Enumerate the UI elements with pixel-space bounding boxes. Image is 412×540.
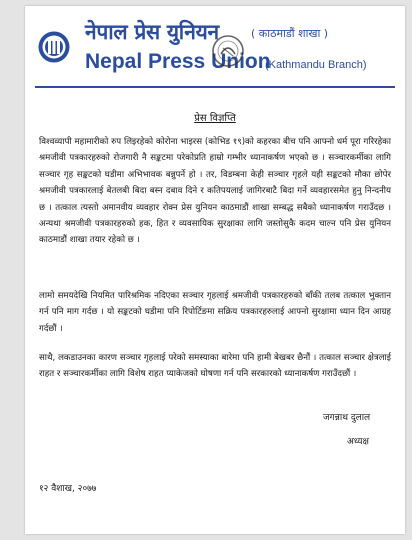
signatory-title: अध्यक्ष: [347, 437, 369, 447]
letterhead: [25, 6, 405, 86]
branch-name-nepali: ( काठमाडौं शाखा ): [251, 27, 329, 40]
body-paragraph-1: विश्वव्यापी महामारीको रुप लिइरहेको कोरोना भाइरस (कोभिड १९)को कहरका बीच पनि आफ्नो धर्म पूरा गरिरहेका श्रमजीवी पत्रकारहरुको रोजगारी नै सङ्कटमा परेकोप्रति हाम्रो गम्भीर ध्यानाकर्षण भएको छ । सञ्चारकर्मीका लागि सञ्चार गृह सङ्कटको घडीमा अभिभावक बन्नुपर्ने हो । तर, विडम्बना केही सञ्चार गृहले यही सङ्कटको मौका छोपेर श्रमजीवी पत्रकारलाई बेतलबी बिदा बस्न दबाव दिने र कतिपयलाई जागिरबाटै बिदा गर्ने व्यवहारसमेत हुनु निन्दनीय छ । तत्काल त्यस्तो अमानवीय व्यवहार रोक्न प्रेस युनियन काठमाडौं शाखा सम्बद्ध सबैको ध्यानाकर्षण गराउँदछ । अन्यथा श्रमजीवी पत्रकारहरुको हक, हित र व्यवसायिक सुरक्षाका लागि जस्तोसुकै कदम चाल्न पनि प्रेस युनियन काठमाडौं शाखा तयार रहेको छ ।: [39, 137, 392, 246]
document-heading: प्रेस विज्ञप्ति: [194, 113, 236, 124]
letterhead-divider: [35, 86, 395, 88]
body-paragraph-2: लामो समयदेखि नियमित पारिश्रमिक नदिएका सञ्चार गृहलाई श्रमजीवी पत्रकारहरुको बाँकी तलब तत्काल भुक्तान गर्न पनि माग गर्दछ । यो सङ्कटको घडीमा पनि रिपोर्टिङमा सक्रिय पत्रकारहरुलाई आफ्नो सुरक्षामा ध्यान दिन आग्रह गर्दछौं ।: [39, 291, 391, 334]
union-name-english: Nepal Press Union: [85, 50, 271, 73]
release-date: १२ वैशाख, २०७७: [39, 484, 97, 494]
branch-name-english: (Kathmandu Branch): [265, 59, 367, 71]
circular-stamp-icon: [211, 34, 245, 68]
press-release-document: [25, 6, 405, 534]
signatory-name: जगन्नाथ दुलाल: [323, 413, 371, 423]
body-paragraph-3: साथै, लकडाउनका कारण सञ्चार गृहलाई परेको समस्याका बारेमा पनि हामी बेखबर छैनौं । तत्काल सञ्चार क्षेत्रलाई राहत र सञ्चारकर्मीका लागि विशेष राहत प्याकेजको घोषणा गर्न पनि सरकारको ध्यानाकर्षण गराउँदछौं ।: [39, 353, 391, 380]
press-union-emblem-icon: [37, 30, 71, 64]
union-name-nepali: नेपाल प्रेस युनियन: [85, 20, 219, 44]
